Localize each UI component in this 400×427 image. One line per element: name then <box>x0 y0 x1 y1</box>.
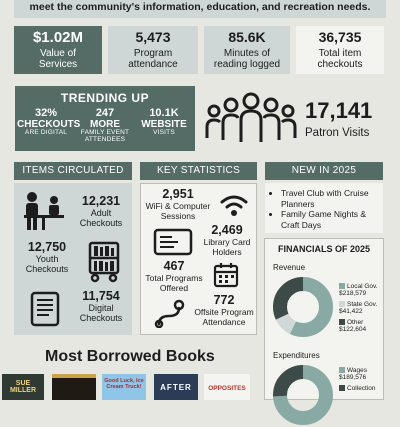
stat-value: 85.6K <box>228 29 266 46</box>
stat-tile-program-attendance <box>108 26 198 74</box>
book-cover-text: AFTER <box>160 383 192 392</box>
legend-entry <box>339 301 383 316</box>
legend-value: $189,576 <box>339 374 367 382</box>
checkout-label: Checkouts <box>25 263 69 274</box>
trend-word: WEBSITE <box>141 118 187 130</box>
banner-text: meet the community's information, education, and recreation needs. <box>29 1 371 13</box>
trending-up-panel <box>15 86 195 151</box>
book-cover[interactable] <box>2 374 44 400</box>
stat-label: Holders <box>212 246 242 257</box>
revenue-label: Revenue <box>273 263 306 272</box>
checkout-number: 12,750 <box>27 240 67 254</box>
map-pin-route-icon <box>153 298 187 328</box>
new-item: • Family Game Nights & Craft Days <box>281 209 383 230</box>
book-cover[interactable] <box>102 374 146 400</box>
stat-label: Offered <box>159 282 189 293</box>
checkout-label: Youth <box>35 253 59 264</box>
ereader-icon <box>30 291 60 327</box>
trend-item-digital <box>17 107 81 137</box>
trend-number: 32% <box>34 107 58 119</box>
stat-number: 467 <box>163 259 185 273</box>
expenditures-label: Expenditures <box>273 351 320 360</box>
legend-name: Collection <box>347 384 376 392</box>
legend-swatch <box>339 301 345 307</box>
checkout-label: Adult <box>90 207 112 218</box>
key-statistics-header: KEY STATISTICS <box>140 162 257 180</box>
trend-sub: ARE DIGITAL <box>24 129 68 137</box>
stat-label: Offsite Program <box>194 306 254 317</box>
stat-label: attendance <box>128 58 178 70</box>
book-cover-text: SUE MILLER <box>9 380 37 394</box>
intro-banner <box>14 0 386 18</box>
legend-swatch <box>339 385 345 391</box>
stat-label: Services <box>38 59 78 71</box>
patron-visits-label: Patron Visits <box>305 127 370 139</box>
expenditures-legend <box>339 367 383 392</box>
legend-value: $41,422 <box>339 308 363 316</box>
stat-value: 36,735 <box>318 29 362 46</box>
calendar-icon <box>213 262 239 288</box>
revenue-donut-chart <box>271 275 335 339</box>
book-cover[interactable] <box>204 374 250 400</box>
library-card-stat <box>197 224 257 257</box>
trending-title: TRENDING UP <box>60 91 150 105</box>
trend-number: 247 <box>95 107 115 119</box>
stat-tile-value-of-services <box>14 26 102 74</box>
legend-name: State Gov. <box>347 300 378 308</box>
youth-checkouts <box>16 241 78 275</box>
wifi-icon <box>219 192 249 218</box>
book-cart-icon <box>84 239 124 283</box>
stat-label: Attendance <box>202 316 246 327</box>
trend-sub: VISITS <box>153 129 175 137</box>
items-circulated-panel <box>14 183 132 335</box>
stat-tile-total-checkouts <box>296 26 384 74</box>
trend-number: 10.1K <box>149 107 179 119</box>
library-card-icon <box>153 228 193 256</box>
checkout-label: Checkouts <box>79 217 123 228</box>
new-item: • Travel Club with Cruise Planners <box>281 188 383 209</box>
trend-item-family-events <box>76 108 134 144</box>
legend-name: Wages <box>347 367 367 374</box>
trend-sub: FAMILY EVENT <box>80 129 130 137</box>
stat-number: 2,469 <box>211 223 243 237</box>
adult-checkouts <box>72 195 130 229</box>
stat-label: Sessions <box>160 210 196 221</box>
stat-label: Program <box>133 47 173 59</box>
legend-entry <box>339 367 383 382</box>
adult-reader-icon <box>20 191 66 231</box>
checkout-number: 12,231 <box>81 194 121 208</box>
stat-label: Value of <box>40 48 76 60</box>
checkout-number: 11,754 <box>82 289 120 303</box>
trend-item-website <box>135 108 193 137</box>
financials-title: FINANCIALS OF 2025 <box>277 244 371 254</box>
legend-swatch <box>339 319 345 325</box>
trend-word: CHECKOUTS <box>17 118 81 130</box>
most-borrowed-books-title: Most Borrowed Books <box>45 348 215 365</box>
stat-value: 5,473 <box>135 29 171 46</box>
stat-number: 772 <box>213 293 235 307</box>
items-circulated-header: ITEMS CIRCULATED <box>14 162 132 180</box>
stat-label: Library Card <box>203 236 251 247</box>
legend-entry <box>339 319 383 334</box>
stat-label: reading logged <box>213 58 281 70</box>
checkout-label: Checkouts <box>79 312 123 323</box>
legend-entry <box>339 283 383 298</box>
trend-sub: ATTENDEES <box>84 135 126 143</box>
stat-number: 2,951 <box>162 187 194 201</box>
stat-value: $1.02M <box>32 28 84 46</box>
legend-value: $122,604 <box>339 326 367 334</box>
checkout-label: Digital <box>88 302 114 313</box>
book-cover[interactable] <box>52 374 96 400</box>
stat-label: WiFi & Computer <box>145 200 211 211</box>
legend-value: $218,579 <box>339 290 367 298</box>
revenue-legend <box>339 283 383 334</box>
programs-offered-stat <box>141 260 207 293</box>
stat-label: checkouts <box>317 58 363 70</box>
new-in-2025-header: NEW IN 2025 <box>265 162 383 180</box>
stat-label: Minutes of <box>223 47 271 59</box>
expenditures-donut-chart <box>271 363 335 427</box>
book-cover-text: OPPOSITES <box>208 385 246 392</box>
trend-word: MORE <box>90 118 120 130</box>
legend-swatch <box>339 367 345 373</box>
legend-swatch <box>339 283 345 289</box>
new-in-2025-panel <box>265 183 383 233</box>
patron-visits-value: 17,141 <box>305 98 373 123</box>
offsite-attendance-stat <box>191 294 257 327</box>
stat-label: Total item <box>318 47 362 59</box>
wifi-sessions-stat <box>143 188 213 221</box>
financials-panel <box>264 238 384 400</box>
book-cover[interactable] <box>154 374 198 400</box>
digital-checkouts <box>72 290 130 324</box>
stat-label: Total Programs <box>145 272 203 283</box>
legend-name: Local Gov. <box>347 283 378 290</box>
legend-name: Other <box>347 318 364 326</box>
key-statistics-panel <box>140 183 257 335</box>
people-group-icon <box>204 92 298 144</box>
legend-entry <box>339 385 383 392</box>
book-cover-text: Good Luck, Ice Cream Truck! <box>104 378 144 391</box>
stat-tile-reading-minutes <box>204 26 290 74</box>
